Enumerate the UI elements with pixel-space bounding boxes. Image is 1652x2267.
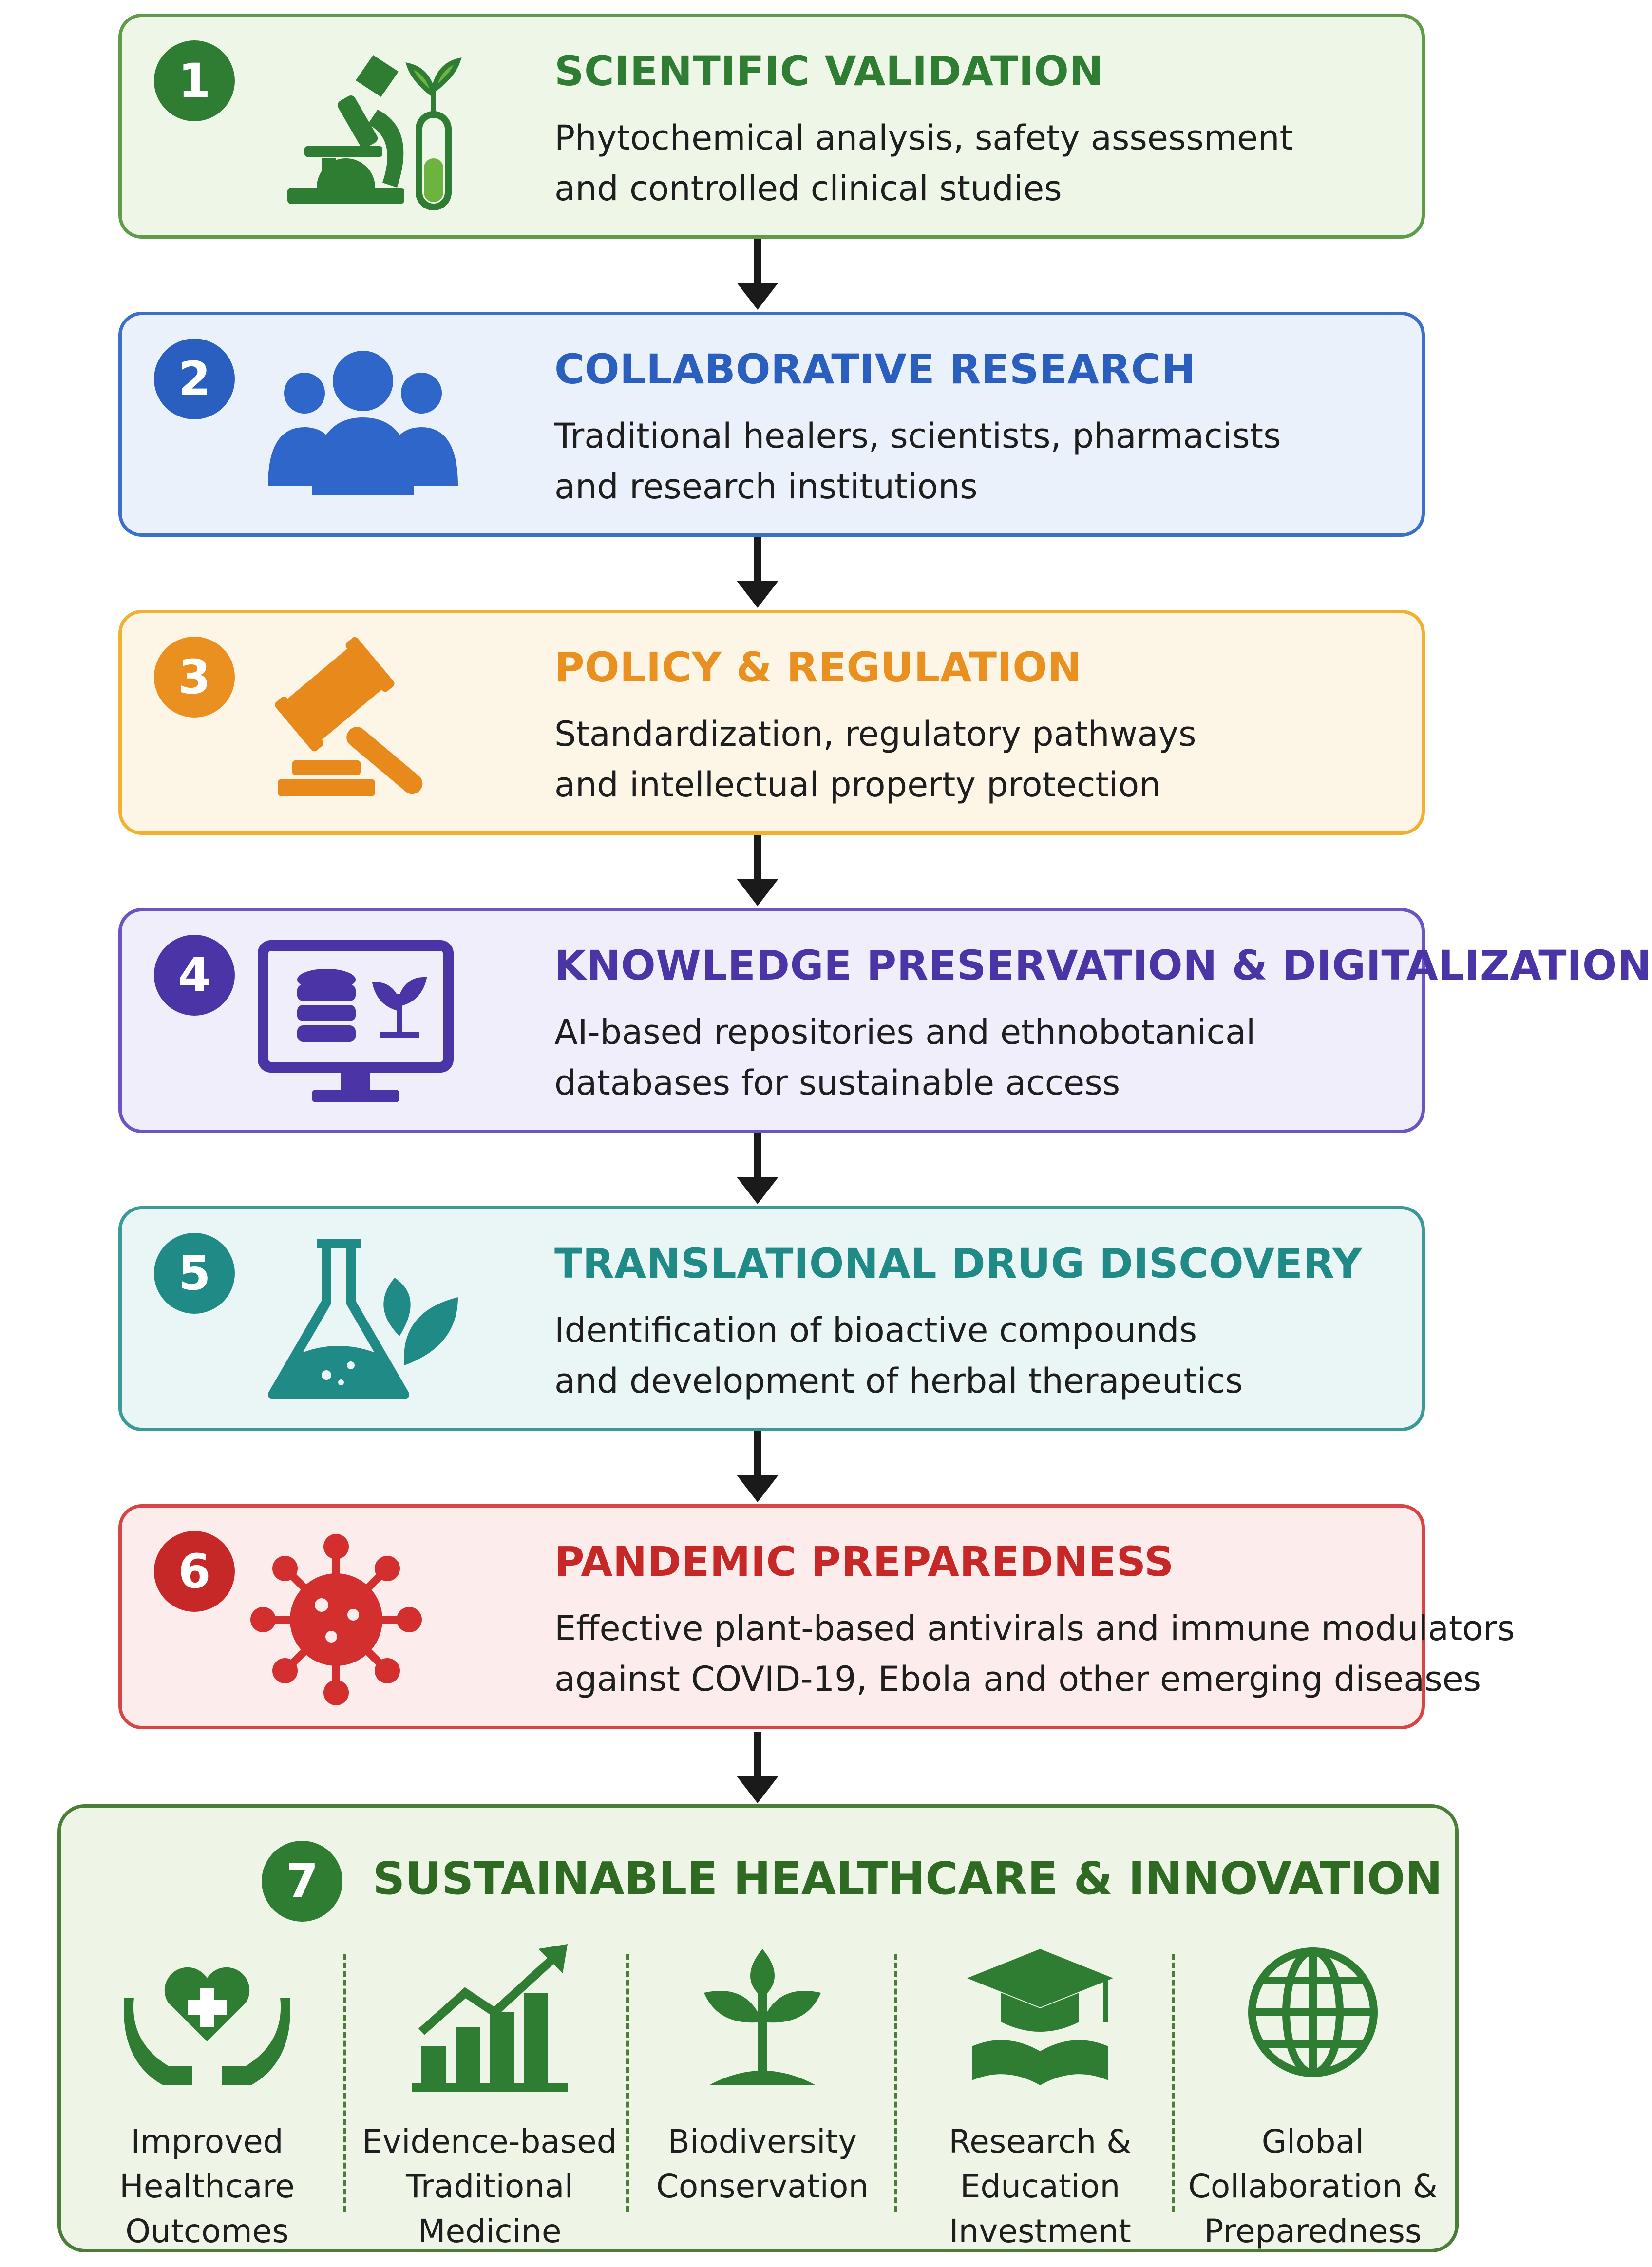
step-description-line-1: Phytochemical analysis, safety assessment [554, 118, 1293, 158]
microscope-icon [258, 41, 468, 217]
down-arrow-icon [737, 835, 779, 906]
step-title: TRANSLATIONAL DRUG DISCOVERY [554, 1240, 1363, 1287]
step-card-policy-regulation [118, 610, 1425, 835]
step-description-line-1: Effective plant-based antivirals and immune modulators [554, 1608, 1515, 1648]
people-icon [258, 340, 468, 515]
step-description [554, 1305, 1243, 1406]
outcome-item-healthcare [71, 1939, 343, 2250]
step-number-badge: 5 [154, 1233, 235, 1314]
divider [894, 1954, 897, 2212]
step-description-line-1: Standardization, regulatory pathways [554, 714, 1196, 754]
step-description-line-2: databases for sustainable access [554, 1063, 1120, 1103]
outcome-item-research-education [904, 1939, 1177, 2250]
step-description-line-2: and intellectual property protection [554, 765, 1161, 805]
step-description-line-2: and development of herbal therapeutics [554, 1361, 1243, 1401]
outcome-label: Research & Education Investment [949, 2123, 1132, 2250]
outcome-label: Biodiversity Conservation [656, 2123, 869, 2205]
down-arrow-icon [737, 1133, 779, 1204]
step-card-pandemic-preparedness [118, 1504, 1515, 1729]
outcome-card-sustainable-healthcare [57, 1804, 1459, 2252]
globe-icon [1230, 1939, 1396, 2095]
step-title: COLLABORATIVE RESEARCH [554, 345, 1196, 393]
down-arrow-icon [737, 239, 779, 310]
step-description-line-2: against COVID-19, Ebola and other emerging diseases [554, 1659, 1481, 1699]
outcome-item-global-collaboration [1177, 1939, 1449, 2250]
step-title: KNOWLEDGE PRESERVATION & DIGITALIZATION [554, 942, 1652, 989]
step-description-line-2: and controlled clinical studies [554, 169, 1062, 208]
step-number-badge: 6 [154, 1531, 235, 1612]
step-number-badge: 4 [154, 935, 235, 1016]
step-description [554, 411, 1281, 512]
sprout-icon [680, 1939, 845, 2095]
outcome-title: SUSTAINABLE HEALTHCARE & INNOVATION [373, 1852, 1443, 1905]
step-number-badge: 1 [154, 40, 235, 121]
outcome-item-evidence-based [353, 1939, 626, 2250]
divider [343, 1954, 346, 2212]
outcome-label: Improved Healthcare Outcomes [119, 2123, 295, 2250]
step-title: PANDEMIC PREPAREDNESS [554, 1538, 1174, 1586]
down-arrow-icon [737, 1732, 779, 1803]
step-card-knowledge-preservation [118, 908, 1652, 1133]
step-card-translational-drug-discovery [118, 1206, 1425, 1431]
heart-hands-icon [124, 1939, 290, 2095]
step-description-line-1: Traditional healers, scientists, pharmacists [554, 416, 1281, 456]
step-description-line-2: and research institutions [554, 467, 978, 507]
graduation-book-icon [957, 1939, 1123, 2095]
outcome-item-biodiversity [626, 1939, 899, 2231]
step-number-badge: 7 [262, 1841, 342, 1922]
virus-icon [258, 1532, 468, 1707]
step-number-badge: 3 [154, 637, 235, 718]
outcome-label: Global Collaboration & Preparedness [1188, 2123, 1438, 2250]
gavel-icon [258, 638, 468, 813]
step-description [554, 1007, 1255, 1108]
down-arrow-icon [737, 1431, 779, 1502]
step-title: POLICY & REGULATION [554, 643, 1082, 691]
step-title: SCIENTIFIC VALIDATION [554, 47, 1104, 95]
step-description [554, 1603, 1515, 1704]
step-description [554, 113, 1293, 214]
outcome-label: Evidence-based Traditional Medicine [362, 2123, 617, 2250]
divider [1172, 1954, 1175, 2212]
bar-chart-growth-icon [407, 1939, 572, 2095]
step-description-line-1: Identification of bioactive compounds [554, 1310, 1197, 1350]
step-description [554, 709, 1196, 810]
step-description-line-1: AI-based repositories and ethnobotanical [554, 1012, 1256, 1052]
computer-database-icon [258, 936, 468, 1111]
down-arrow-icon [737, 537, 779, 608]
flask-leaf-icon [258, 1234, 468, 1409]
step-card-collaborative-research [118, 312, 1425, 537]
step-number-badge: 2 [154, 339, 235, 419]
step-card-scientific-validation [118, 14, 1425, 239]
